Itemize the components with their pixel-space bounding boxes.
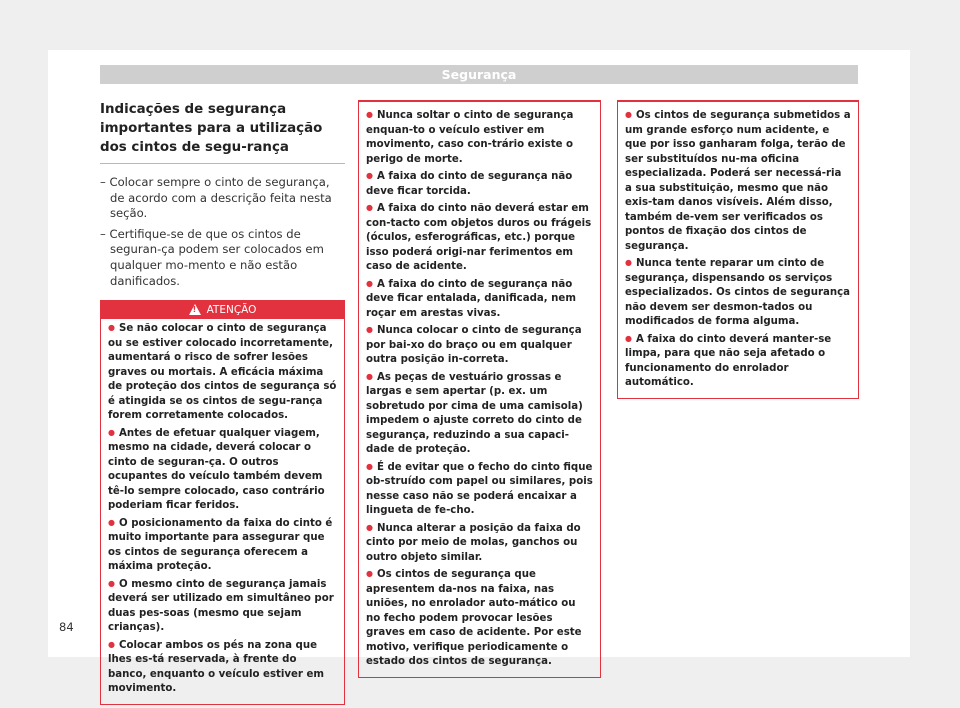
warning-item: ● A faixa do cinto não deverá estar em con-tacto com objetos duros ou frágeis (óculos, esferográficas, etc.) porque isso poderá origi-nar ferimentos em caso de acidente. [366, 202, 593, 275]
page-header: Segurança [100, 65, 858, 84]
warning-item: ● O posicionamento da faixa do cinto é muito importante para assegurar que os cintos de segurança oferecem a máxima proteção. [108, 517, 337, 575]
warning-list [366, 109, 593, 670]
warning-item: ● Colocar ambos os pés na zona que lhes es-tá reservada, à frente do banco, enquanto o veículo estiver em movimento. [108, 639, 337, 697]
warning-header [101, 301, 344, 319]
warning-item: ● É de evitar que o fecho do cinto fique ob-struído com papel ou similares, pois nesse caso não se poderá encaixar a lingueta de fe-cho. [366, 461, 593, 519]
warning-item: ● Se não colocar o cinto de segurança ou se estiver colocado incorretamente, aumentará o risco de sofrer lesões graves ou mortais. A eficácia máxima de proteção dos cintos de segurança só é atingida se os cintos de segu-rança forem corretamente colocados. [108, 322, 337, 424]
instruction-item: – Colocar sempre o cinto de segurança, de acordo com a descrição feita nesta seção. [100, 175, 345, 222]
page-number: 84 [59, 620, 74, 634]
warning-label: ATENÇÃO [206, 304, 257, 317]
warning-item: ● Os cintos de segurança submetidos a um grande esforço num acidente, e que por isso ganharam folga, terão de ser substituídos nu-ma oficina especializada. Poderá ser necessá-ria a sua substituição, mesmo que não exis-tam danos visíveis. Além disso, também de-vem ser verificados os pontos de fixação dos cintos de segurança. [625, 109, 851, 254]
warning-item: ● Nunca alterar a posição da faixa do cinto por meio de molas, ganchos ou outro objeto similar. [366, 522, 593, 566]
warning-item: ● A faixa do cinto de segurança não deve ficar torcida. [366, 170, 593, 199]
column-1 [100, 100, 345, 705]
instruction-item: – Certifique-se de que os cintos de seguran-ça podem ser colocados em qualquer mo-mento e não estão danificados. [100, 227, 345, 289]
column-3 [617, 100, 859, 399]
warning-list [108, 322, 337, 697]
warning-item: ● A faixa do cinto de segurança não deve ficar entalada, danificada, nem roçar em arestas vivas. [366, 278, 593, 322]
warning-item: ● Nunca soltar o cinto de segurança enquan-to o veículo estiver em movimento, caso con-trário existe o perigo de morte. [366, 109, 593, 167]
warning-item: ● O mesmo cinto de segurança jamais deverá ser utilizado em simultâneo por duas pes-soas (mesmo que sejam crianças). [108, 578, 337, 636]
warning-item: ● Nunca tente reparar um cinto de segurança, dispensando os serviços especializados. Os cintos de segurança não devem ser desmon-tados ou modificados de forma alguma. [625, 257, 851, 330]
warning-triangle-icon [189, 304, 201, 315]
warning-box [100, 300, 345, 705]
warning-list [625, 109, 851, 391]
warning-box-continued [358, 100, 601, 678]
warning-item: ● As peças de vestuário grossas e largas e sem apertar (p. ex. um sobretudo por cima de uma camisola) impedem o ajuste correto do cinto de segurança, reduzindo a sua capaci-dade de proteção. [366, 371, 593, 458]
section-title: Indicações de segurança importantes para a utilização dos cintos de segu-rança [100, 100, 345, 164]
warning-item: ● Nunca colocar o cinto de segurança por bai-xo do braço ou em qualquer outra posição in-correta. [366, 324, 593, 368]
warning-box-continued [617, 100, 859, 399]
warning-item: ● A faixa do cinto deverá manter-se limpa, para que não seja afetado o funcionamento do enrolador automático. [625, 333, 851, 391]
column-2 [358, 100, 601, 678]
instruction-list [100, 175, 345, 289]
warning-item: ● Antes de efetuar qualquer viagem, mesmo na cidade, deverá colocar o cinto de seguran-ça. O outros ocupantes do veículo também devem tê-lo sempre colocado, caso contrário poderiam ficar feridos. [108, 427, 337, 514]
warning-item: ● Os cintos de segurança que apresentem da-nos na faixa, nas uniões, no enrolador auto-mático ou no fecho podem provocar lesões graves em caso de acidente. Por este motivo, verifique periodicamente o estado dos cintos de segurança. [366, 568, 593, 670]
